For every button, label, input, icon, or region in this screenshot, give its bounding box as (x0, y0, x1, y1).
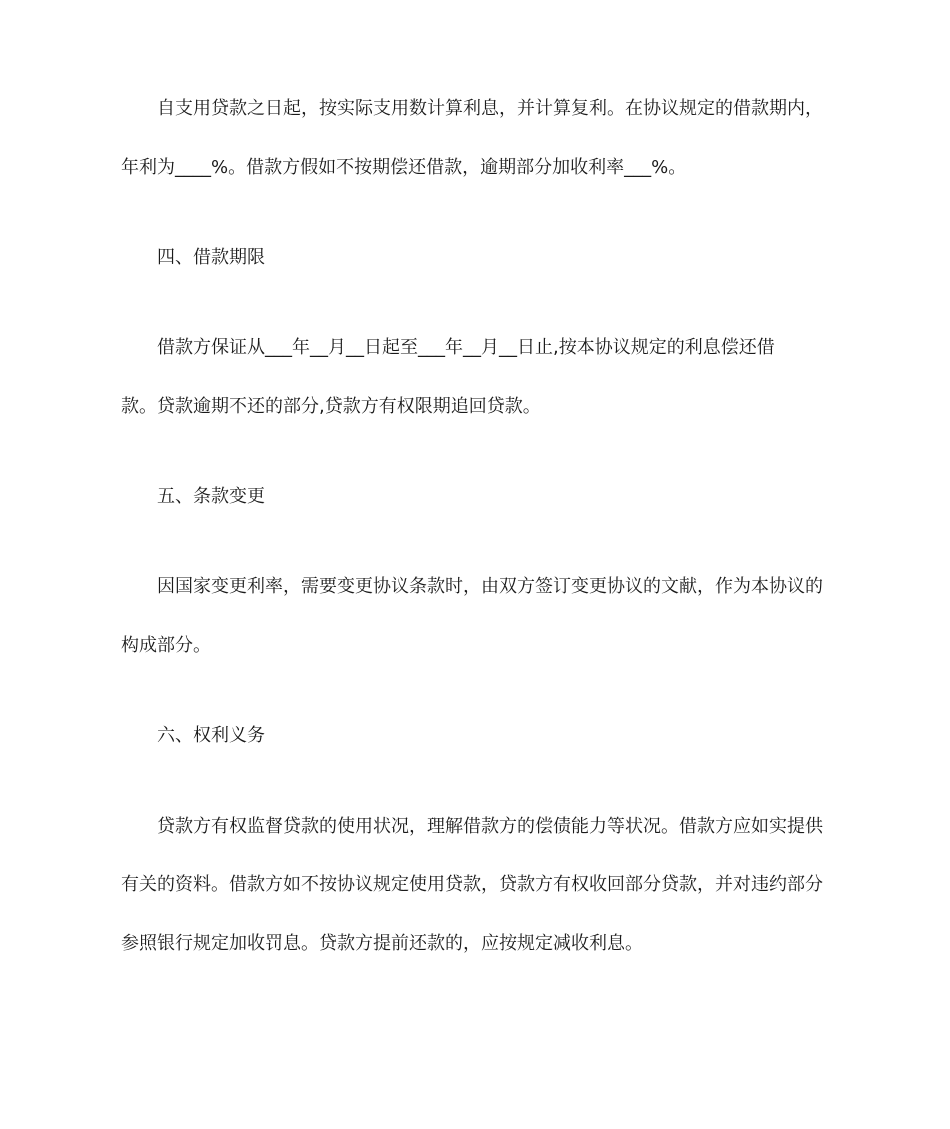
section-5-heading: 五、条款变更 (157, 486, 265, 507)
section-6-paragraph-line-2: 有关的资料。借款方如不按协议规定使用贷款，贷款方有权收回部分贷款，并对违约部分 (121, 874, 823, 895)
section-4-paragraph-line-1: 借款方保证从___年__月__日起至___年__月__日止,按本协议规定的利息偿还借 (157, 337, 775, 358)
interest-paragraph-line-1: 自支用贷款之日起，按实际支用数计算利息，并计算复利。在协议规定的借款期内， (157, 98, 823, 119)
section-6-heading: 六、权利义务 (157, 725, 265, 746)
section-5-paragraph-line-1: 因国家变更利率，需要变更协议条款时，由双方签订变更协议的文献，作为本协议的 (157, 576, 823, 597)
section-5-paragraph-line-2: 构成部分。 (121, 635, 211, 656)
interest-paragraph-line-2: 年利为____%。借款方假如不按期偿还借款，逾期部分加收利率___%。 (121, 157, 687, 178)
section-4-heading: 四、借款期限 (157, 247, 265, 268)
section-6-paragraph-line-3: 参照银行规定加收罚息。贷款方提前还款的，应按规定减收利息。 (121, 933, 643, 954)
section-4-paragraph-line-2: 款。贷款逾期不还的部分,贷款方有权限期追回贷款。 (121, 396, 541, 417)
section-6-paragraph-line-1: 贷款方有权监督贷款的使用状况，理解借款方的偿债能力等状况。借款方应如实提供 (157, 816, 823, 837)
